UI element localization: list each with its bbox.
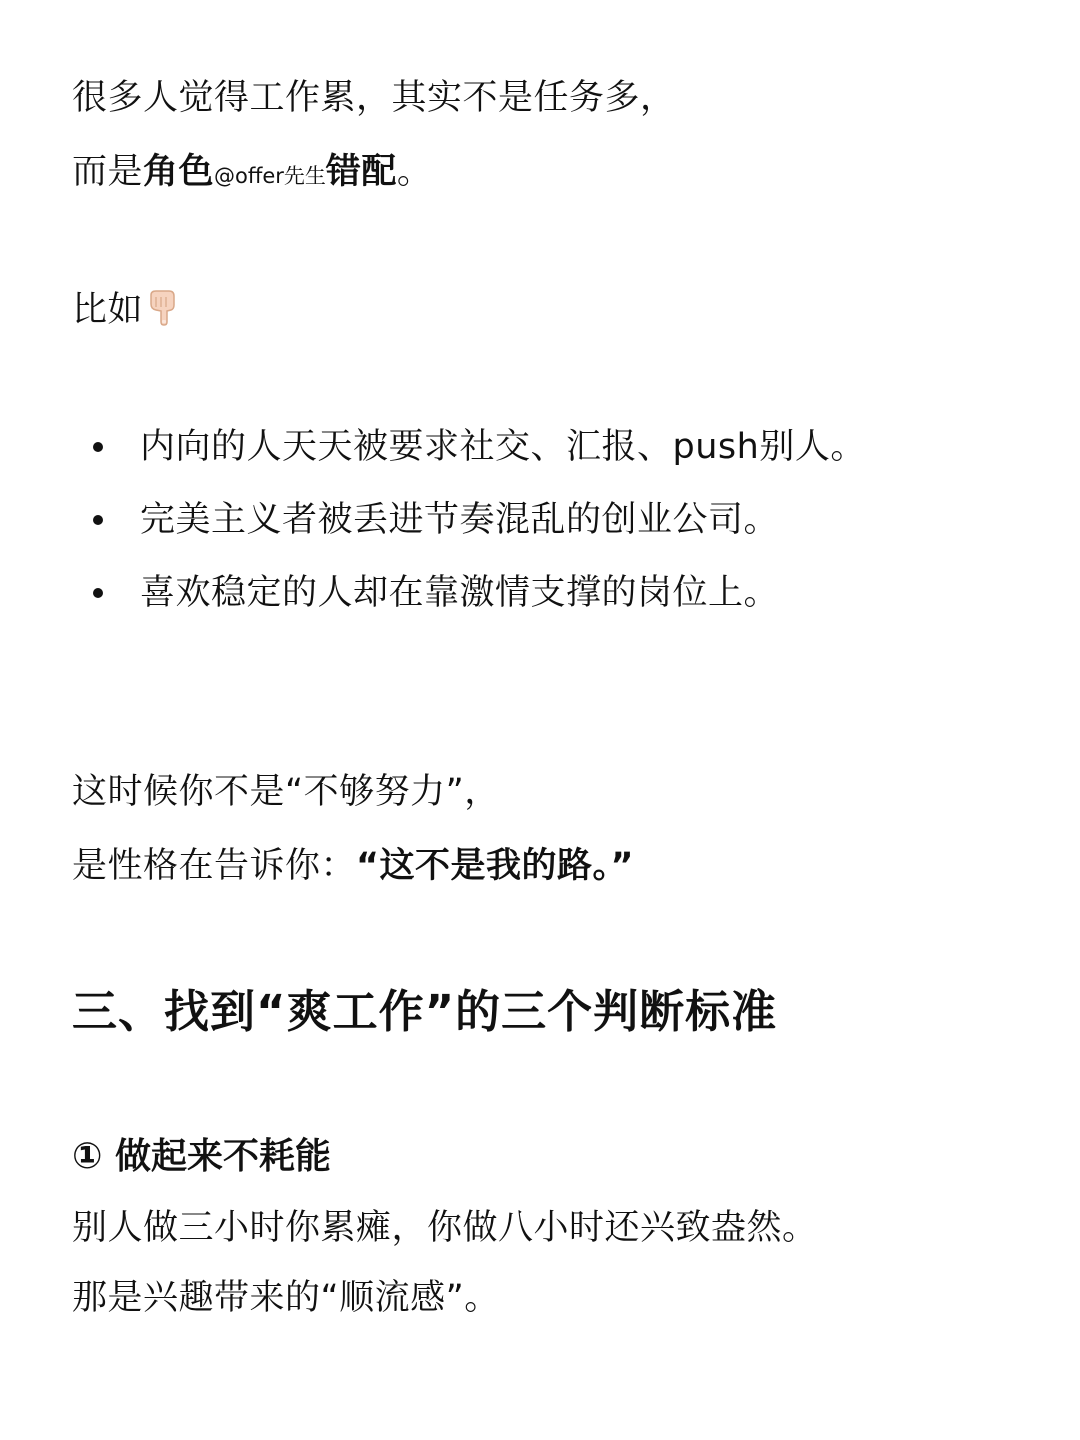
- intro-line-1: [72, 74, 676, 122]
- list-item: [0, 496, 1080, 544]
- backhand-index-pointing-down-icon: [147, 287, 181, 327]
- intro-line-2-suffix: 。: [396, 152, 433, 192]
- subsection-line-1-text: 别人做三小时你累瘫，你做八小时还兴致盎然。: [72, 1208, 818, 1248]
- list-item-text: 内向的人天天被要求社交、汇报、push别人。: [140, 427, 866, 467]
- list-item-text: 喜欢稳定的人却在靠激情支撑的岗位上。: [140, 573, 780, 613]
- section-heading: 三、找到“爽工作”的三个判断标准: [72, 985, 778, 1038]
- watermark-tag: @offer先生: [214, 164, 326, 188]
- subsection-line-2: [72, 1274, 500, 1322]
- conclusion-line-2: [72, 842, 634, 890]
- example-line: [72, 286, 181, 334]
- subsection-title: ① 做起来不耗能: [72, 1136, 332, 1177]
- intro-line-1-text: 很多人觉得工作累，其实不是任务多，: [72, 78, 676, 118]
- list-item-text: 完美主义者被丢进节奏混乱的创业公司。: [140, 500, 780, 540]
- conclusion-line-1-text: 这时候你不是“不够努力”，: [72, 772, 500, 812]
- conclusion-line-2-prefix: 是性格在告诉你：: [72, 846, 357, 886]
- subsection-line-2-text: 那是兴趣带来的“顺流感”。: [72, 1278, 500, 1318]
- intro-line-2-prefix: 而是: [72, 152, 144, 192]
- list-item: [0, 569, 1080, 617]
- bullet-dot-icon: [93, 442, 103, 452]
- conclusion-line-1: [72, 768, 500, 816]
- intro-line-2: [72, 148, 432, 200]
- bullet-dot-icon: [93, 515, 103, 525]
- example-label: 比如: [72, 290, 144, 330]
- conclusion-bold-quote: “这不是我的路。”: [356, 846, 635, 886]
- intro-bold-role: 角色: [143, 152, 215, 192]
- bullet-dot-icon: [93, 588, 103, 598]
- subsection-line-1: [72, 1204, 818, 1252]
- list-item: [0, 423, 1080, 471]
- intro-bold-mismatch: 错配: [325, 152, 397, 192]
